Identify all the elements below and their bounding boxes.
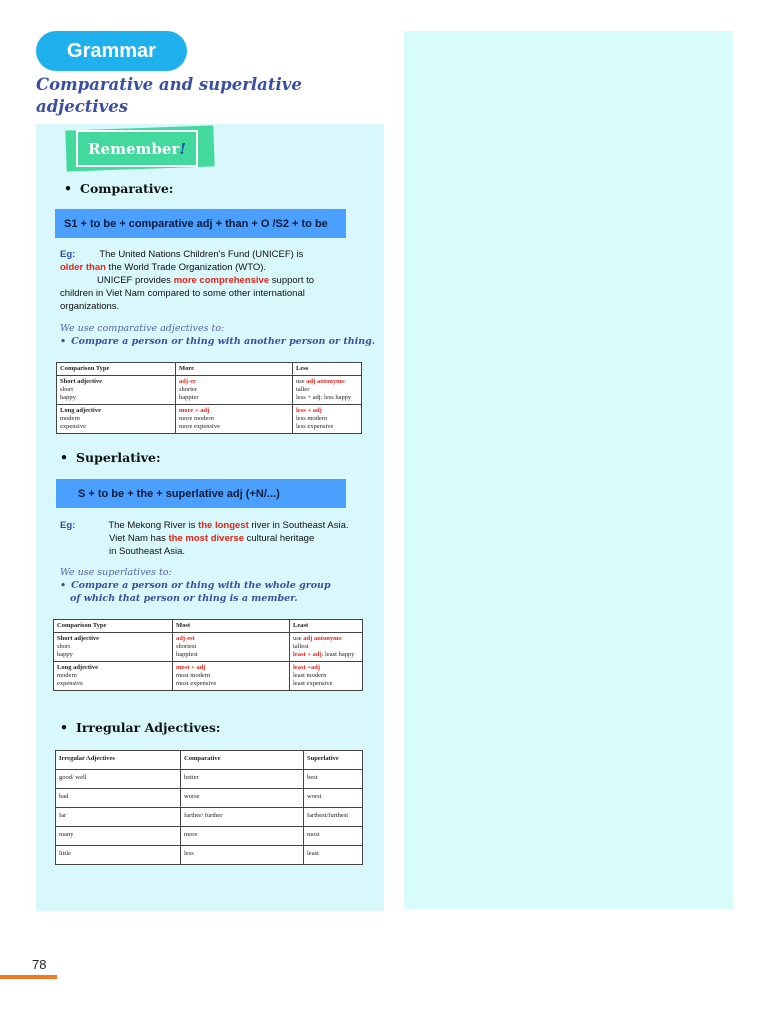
example-text: The Mekong River is: [108, 520, 199, 531]
table-cell: most: [304, 827, 363, 846]
highlight-text: older than: [60, 262, 106, 273]
cell-text: most modern: [176, 672, 211, 679]
cell-text: happy: [60, 394, 76, 401]
table-row: [56, 789, 363, 808]
usage-point: Compare a person or thing with the whole group: [71, 580, 331, 591]
table-row: [56, 846, 363, 865]
cell-text: least +adj: [293, 664, 320, 671]
cell-text: more modern: [179, 415, 214, 422]
cell-text: short: [60, 386, 73, 393]
table-cell: best: [304, 770, 363, 789]
example-text: children in Viet Nam compared to some other international: [60, 288, 305, 299]
example-text: UNICEF provides: [97, 275, 174, 286]
cell-text: Long adjective: [60, 407, 101, 414]
remember-mark: !: [179, 139, 186, 158]
table-header: Comparative: [181, 751, 304, 770]
example-text: support to: [269, 275, 315, 286]
table-cell: least: [304, 846, 363, 865]
usage-title: We use superlatives to:: [60, 567, 172, 578]
comparative-examples: [60, 248, 370, 313]
cell-text: expensive: [57, 680, 83, 687]
table-cell: worse: [181, 789, 304, 808]
cell-text: more expensive: [179, 423, 220, 430]
table-cell: [293, 405, 362, 434]
cell-text: happiest: [176, 651, 198, 658]
page-number-rule: [0, 975, 57, 979]
cell-text: happy: [57, 651, 73, 658]
page-number: 78: [32, 957, 47, 972]
cell-text: use: [296, 378, 307, 385]
cell-text: short: [57, 643, 70, 650]
example-text: the World Trade Organization (WTO).: [105, 262, 267, 273]
table-cell: [54, 633, 173, 662]
cell-text: Long adjective: [57, 664, 98, 671]
grammar-pill: [36, 31, 187, 71]
example-text: Viet Nam has: [109, 533, 169, 544]
table-cell: [290, 633, 363, 662]
cell-text: shorter: [179, 386, 198, 393]
table-header: Least: [290, 620, 363, 633]
table-header: Irregular Adjectives: [56, 751, 181, 770]
usage-point-cont: of which that person or thing is a member.: [70, 593, 298, 604]
eg-label: Eg:: [60, 520, 76, 531]
table-cell: [54, 662, 173, 691]
table-cell: [290, 662, 363, 691]
table-row: [57, 376, 362, 405]
table-row: [56, 827, 363, 846]
table-header-row: [54, 620, 363, 633]
table-header: More: [176, 363, 293, 376]
cell-text: least modern: [293, 672, 327, 679]
superlative-examples: [60, 519, 380, 558]
table-cell: [176, 405, 293, 434]
comparative-heading: • Comparative:: [64, 181, 173, 196]
cell-text: least expensive: [293, 680, 333, 687]
table-row: [56, 770, 363, 789]
table-cell: little: [56, 846, 181, 865]
irregular-heading: • Irregular Adjectives:: [60, 720, 221, 735]
comparative-usage: We use comparative adjectives to: • Compare a person or thing with another person or thing.: [60, 322, 380, 348]
cell-text: adj-er: [179, 378, 196, 385]
table-cell: [173, 662, 290, 691]
table-header: Most: [173, 620, 290, 633]
cell-text: modern: [60, 415, 80, 422]
cell-text: shortest: [176, 643, 197, 650]
irregular-table: [55, 750, 363, 865]
table-header: Comparison Type: [57, 363, 176, 376]
table-cell: [57, 405, 176, 434]
table-cell: bad: [56, 789, 181, 808]
cell-text: more + adj: [179, 407, 210, 414]
table-header: Comparison Type: [54, 620, 173, 633]
cell-text: : taller: [296, 378, 346, 393]
table-cell: farther/ further: [181, 808, 304, 827]
table-header-row: [56, 751, 363, 770]
superlative-table: [53, 619, 363, 691]
cell-text: less expensive: [296, 423, 334, 430]
example-text: in Southeast Asia.: [109, 546, 186, 557]
table-cell: [293, 376, 362, 405]
remember-tag: [76, 130, 198, 167]
cell-text: : tallest: [293, 635, 343, 650]
eg-label: Eg:: [60, 249, 76, 260]
highlight-text: more comprehensive: [173, 275, 270, 286]
blank-panel: [404, 31, 733, 909]
page-title: Comparative and superlative adjectives: [36, 75, 302, 116]
table-cell: many: [56, 827, 181, 846]
table-cell: less: [181, 846, 304, 865]
table-cell: [57, 376, 176, 405]
example-text: river in Southeast Asia.: [248, 520, 349, 531]
table-row: [56, 808, 363, 827]
cell-text: modern: [57, 672, 77, 679]
table-header: Superlative: [304, 751, 363, 770]
table-cell: good/ well: [56, 770, 181, 789]
cell-text: expensive: [60, 423, 86, 430]
superlative-formula: S + to be + the + superlative adj (+N/...): [56, 479, 346, 508]
cell-text: less + adj: less happy: [296, 394, 352, 401]
table-cell: more: [181, 827, 304, 846]
table-header: Less: [293, 363, 362, 376]
table-cell: [176, 376, 293, 405]
usage-point: Compare a person or thing with another person or thing.: [71, 336, 376, 347]
superlative-usage: We use superlatives to: • Compare a person or thing with the whole group of which that person or thing is a member.: [60, 566, 380, 605]
cell-text: most + adj: [176, 664, 206, 671]
remember-label: Remember: [88, 139, 180, 158]
grammar-pill-label: Grammar: [67, 39, 156, 62]
table-cell: better: [181, 770, 304, 789]
cell-text: Short adjective: [60, 378, 103, 385]
cell-text: less + adj: [296, 407, 322, 414]
example-text: organizations.: [60, 301, 120, 312]
cell-text: adj antonyms: [303, 635, 342, 642]
superlative-heading: • Superlative:: [60, 450, 161, 465]
table-row: [54, 662, 363, 691]
example-text: The United Nations Children's Fund (UNICEF) is: [99, 249, 304, 260]
table-cell: worst: [304, 789, 363, 808]
cell-text: use: [293, 635, 304, 642]
cell-text: least + adj: [293, 651, 322, 658]
highlight-text: the most diverse: [168, 533, 244, 544]
table-row: [54, 633, 363, 662]
table-cell: [173, 633, 290, 662]
cell-text: most expensive: [176, 680, 217, 687]
example-text: cultural heritage: [244, 533, 315, 544]
table-header-row: [57, 363, 362, 376]
table-cell: farthest/furthest: [304, 808, 363, 827]
cell-text: happier: [179, 394, 199, 401]
cell-text: adj-est: [176, 635, 195, 642]
highlight-text: the longest: [198, 520, 249, 531]
comparative-formula: S1 + to be + comparative adj + than + O /S2 + to be: [55, 209, 346, 238]
cell-text: less modern: [296, 415, 328, 422]
table-row: [57, 405, 362, 434]
table-cell: far: [56, 808, 181, 827]
comparative-table: [56, 362, 362, 434]
cell-text: adj antonyms: [306, 378, 345, 385]
cell-text: : least happy: [321, 651, 355, 658]
usage-title: We use comparative adjectives to:: [60, 323, 225, 334]
cell-text: Short adjective: [57, 635, 100, 642]
